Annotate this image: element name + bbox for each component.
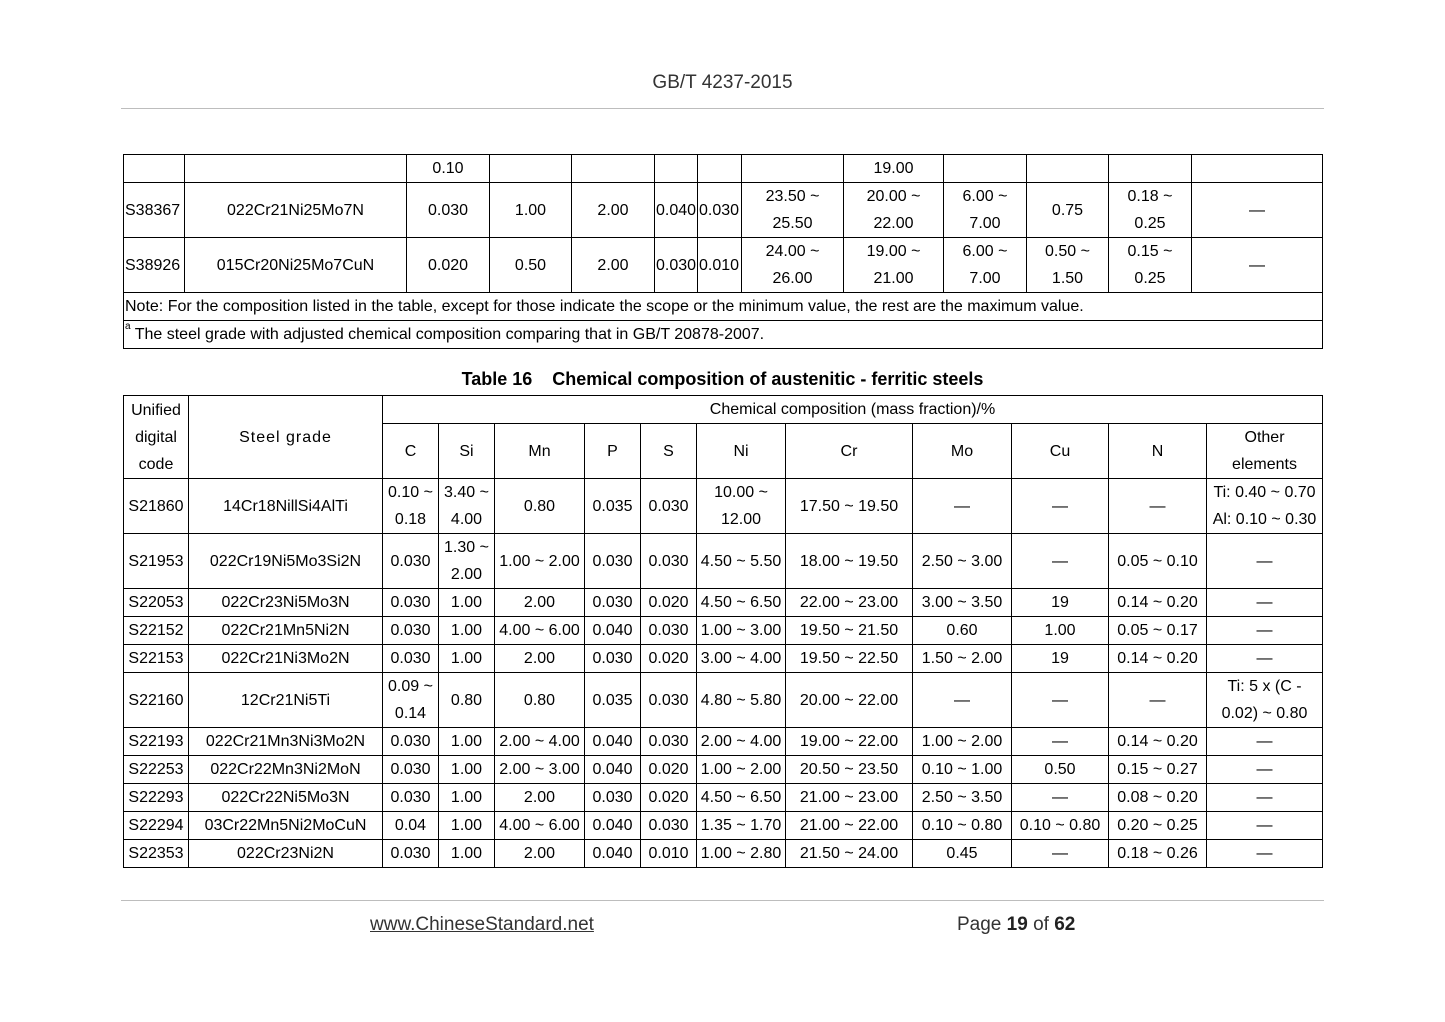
cell-n: 0.14 ~ 0.20: [1109, 728, 1207, 756]
cell-mo: 0.60: [913, 617, 1012, 645]
header-other-elements: [1207, 424, 1323, 479]
header-row-1: [124, 396, 1323, 424]
cell-s: 0.030: [641, 728, 697, 756]
cell-grade: 022Cr19Ni5Mo3Si2N: [189, 534, 383, 589]
cell-n: 0.05 ~ 0.17: [1109, 617, 1207, 645]
table-cell: [124, 155, 185, 183]
cell-c: 0.030: [407, 183, 490, 238]
cell-ni: 4.50 ~ 6.50: [697, 589, 786, 617]
cell-ni: 1.00 ~ 2.00: [697, 756, 786, 784]
table-row: [124, 479, 1323, 534]
cell-s: 0.030: [641, 617, 697, 645]
cell-c: [383, 673, 439, 728]
cell-c: 0.030: [383, 840, 439, 868]
cell-mo: 0.10 ~ 1.00: [913, 756, 1012, 784]
cell-code: S21860: [124, 479, 189, 534]
document-header-title: GB/T 4237-2015: [652, 72, 793, 93]
cell-n: 0.08 ~ 0.20: [1109, 784, 1207, 812]
page-label: Page: [957, 914, 1002, 935]
table-cell: 0.10: [407, 155, 490, 183]
cell-mo: 1.50 ~ 2.00: [913, 645, 1012, 673]
cell-cr-line: 20.00 ~: [866, 188, 921, 205]
cell-c: 0.030: [383, 589, 439, 617]
cell-mn: 0.80: [495, 479, 585, 534]
header-element-p: P: [585, 424, 641, 479]
table-cell: [742, 155, 844, 183]
cell-c: 0.030: [383, 784, 439, 812]
cell-s: 0.020: [641, 784, 697, 812]
cell-ni: 1.35 ~ 1.70: [697, 812, 786, 840]
cell-p: 0.040: [585, 756, 641, 784]
cell-mo: [944, 238, 1027, 293]
cell-n: 0.15 ~ 0.27: [1109, 756, 1207, 784]
cell-cr: 18.00 ~ 19.50: [786, 534, 913, 589]
cell-code: S22253: [124, 756, 189, 784]
cell-n: 0.14 ~ 0.20: [1109, 645, 1207, 673]
cell-si: [439, 534, 495, 589]
cell-code: S22293: [124, 784, 189, 812]
cell-grade: 14Cr18NillSi4AlTi: [189, 479, 383, 534]
page-of: of: [1033, 914, 1049, 935]
cell-other: —: [1192, 183, 1323, 238]
cell-code: S22353: [124, 840, 189, 868]
cell-grade: 022Cr21Ni3Mo2N: [189, 645, 383, 673]
cell-p: 0.040: [585, 840, 641, 868]
cell-n: 0.18 ~ 0.26: [1109, 840, 1207, 868]
table-row: [124, 238, 1323, 293]
cell-p: 0.040: [585, 812, 641, 840]
cell-cr-line: 19.00 ~: [866, 243, 921, 260]
cell-ni-line: 10.00 ~: [714, 484, 768, 501]
table16-caption-title: Chemical composition of austenitic - ferritic steels: [552, 369, 984, 389]
cell-code: S38367: [124, 183, 185, 238]
note-row: [124, 293, 1323, 321]
header-divider: [121, 108, 1324, 109]
cell-p: 0.030: [585, 645, 641, 673]
cell-ni: 1.00 ~ 3.00: [697, 617, 786, 645]
cell-p: 0.030: [585, 534, 641, 589]
cell-mo-line: 6.00 ~: [962, 188, 1008, 205]
cell-mo: 3.00 ~ 3.50: [913, 589, 1012, 617]
cell-cu-line: 0.50 ~: [1045, 243, 1090, 260]
cell-n-line: 0.25: [1134, 215, 1166, 232]
cell-cr: 20.00 ~ 22.00: [786, 673, 913, 728]
page-total: 62: [1054, 914, 1076, 935]
cell-si: 1.00: [439, 728, 495, 756]
cell-si: 1.00: [439, 756, 495, 784]
cell-other-line: Ti: 5 x (C -: [1227, 678, 1302, 695]
table-cell: [1192, 155, 1323, 183]
cell-cu: 1.00: [1012, 617, 1109, 645]
cell-p: 0.035: [585, 673, 641, 728]
cell-si: 1.00: [439, 617, 495, 645]
cell-n-line: 0.18 ~: [1127, 188, 1173, 205]
continued-composition-table: [123, 154, 1323, 349]
header-element-cu: Cu: [1012, 424, 1109, 479]
cell-grade: 015Cr20Ni25Mo7CuN: [185, 238, 407, 293]
table-cell: [944, 155, 1027, 183]
header-unified-code: [124, 396, 189, 479]
cell-cr: 21.50 ~ 24.00: [786, 840, 913, 868]
cell-si-line: 3.40 ~: [444, 484, 489, 501]
cell-s: 0.010: [698, 238, 742, 293]
cell-n: [1109, 183, 1192, 238]
footnote-mark: a: [125, 321, 131, 332]
cell-grade: 022Cr21Mn5Ni2N: [189, 617, 383, 645]
cell-mo-line: 7.00: [969, 215, 1001, 232]
cell-ni-line: 24.00 ~: [765, 243, 820, 260]
cell-mn: 4.00 ~ 6.00: [495, 812, 585, 840]
table-row: [124, 784, 1323, 812]
cell-cu-line: 1.50: [1051, 270, 1084, 287]
header-other-elements-line: Other: [1244, 429, 1285, 446]
cell-other: [1207, 673, 1323, 728]
cell-si: 0.50: [490, 238, 572, 293]
cell-n: 0.20 ~ 0.25: [1109, 812, 1207, 840]
cell-s: 0.030: [641, 534, 697, 589]
cell-grade: 12Cr21Ni5Ti: [189, 673, 383, 728]
cell-p: 0.030: [585, 784, 641, 812]
cell-mn: 1.00 ~ 2.00: [495, 534, 585, 589]
cell-other: [1207, 479, 1323, 534]
footnote-row: [124, 321, 1323, 349]
cell-si-line: 1.30 ~: [444, 539, 489, 556]
cell-n: 0.14 ~ 0.20: [1109, 589, 1207, 617]
cell-mn: 4.00 ~ 6.00: [495, 617, 585, 645]
cell-other: —: [1207, 534, 1323, 589]
cell-cu: [1027, 238, 1109, 293]
cell-c: 0.04: [383, 812, 439, 840]
cell-other: —: [1207, 645, 1323, 673]
cell-cr: 22.00 ~ 23.00: [786, 589, 913, 617]
cell-cr: 21.00 ~ 22.00: [786, 812, 913, 840]
cell-ni-line: 12.00: [720, 511, 762, 528]
cell-ni: 4.50 ~ 6.50: [697, 784, 786, 812]
cell-grade: 022Cr21Ni25Mo7N: [185, 183, 407, 238]
cell-c: 0.030: [383, 645, 439, 673]
cell-s: 0.020: [641, 589, 697, 617]
table-row: [124, 589, 1323, 617]
cell-cr: [844, 183, 944, 238]
cell-grade: 022Cr22Ni5Mo3N: [189, 784, 383, 812]
cell-ni-line: 23.50 ~: [765, 188, 820, 205]
cell-c-line: 0.10 ~: [388, 484, 433, 501]
cell-p: 0.030: [655, 238, 698, 293]
page-number: 19: [1006, 914, 1028, 935]
cell-c: [383, 479, 439, 534]
cell-cr: [844, 238, 944, 293]
table-cell: 19.00: [844, 155, 944, 183]
cell-mo: 2.50 ~ 3.50: [913, 784, 1012, 812]
cell-cr: 20.50 ~ 23.50: [786, 756, 913, 784]
cell-code: S21953: [124, 534, 189, 589]
header-element-c: C: [383, 424, 439, 479]
cell-s: 0.010: [641, 840, 697, 868]
cell-n: 0.05 ~ 0.10: [1109, 534, 1207, 589]
header-unified-code-line: digital: [135, 428, 177, 446]
table-row-partial: [124, 155, 1323, 183]
cell-cu: —: [1012, 840, 1109, 868]
cell-p: 0.040: [585, 728, 641, 756]
cell-code: S22160: [124, 673, 189, 728]
cell-c: 0.030: [383, 728, 439, 756]
cell-cu: 0.50: [1012, 756, 1109, 784]
header-element-ni: Ni: [697, 424, 786, 479]
website-link[interactable]: www.ChineseStandard.net: [370, 914, 594, 935]
cell-ni: 4.80 ~ 5.80: [697, 673, 786, 728]
page-indicator: [957, 914, 1075, 936]
cell-cr: 19.00 ~ 22.00: [786, 728, 913, 756]
cell-cu: —: [1012, 784, 1109, 812]
header-steel-grade: Steel grade: [189, 396, 383, 479]
header-element-mo: Mo: [913, 424, 1012, 479]
table-cell: [698, 155, 742, 183]
cell-other: —: [1207, 812, 1323, 840]
cell-ni: [742, 238, 844, 293]
cell-n: [1109, 238, 1192, 293]
cell-mo: [944, 183, 1027, 238]
cell-mn: 0.80: [495, 673, 585, 728]
cell-cu: 19: [1012, 589, 1109, 617]
cell-other: —: [1207, 784, 1323, 812]
table16-caption: [0, 369, 1445, 390]
cell-si: 1.00: [439, 812, 495, 840]
cell-ni-line: 25.50: [772, 215, 813, 232]
header-unified-code-line: Unified: [131, 401, 181, 419]
cell-si: [439, 479, 495, 534]
cell-ni: [742, 183, 844, 238]
cell-cr: 21.00 ~ 23.00: [786, 784, 913, 812]
cell-mn: 2.00: [572, 183, 655, 238]
cell-c: 0.030: [383, 534, 439, 589]
cell-p: 0.040: [655, 183, 698, 238]
table-cell: [572, 155, 655, 183]
cell-ni: [697, 479, 786, 534]
cell-c-line: 0.14: [394, 705, 427, 722]
cell-cr: 17.50 ~ 19.50: [786, 479, 913, 534]
cell-code: S22153: [124, 645, 189, 673]
cell-mo: 2.50 ~ 3.00: [913, 534, 1012, 589]
table-row: [124, 812, 1323, 840]
footer-divider: [121, 900, 1324, 901]
cell-si: 1.00: [439, 840, 495, 868]
cell-mo-line: 6.00 ~: [962, 243, 1008, 260]
cell-ni: 4.50 ~ 5.50: [697, 534, 786, 589]
cell-mn: 2.00: [495, 840, 585, 868]
cell-other: —: [1207, 589, 1323, 617]
header-element-s: S: [641, 424, 697, 479]
cell-c-line: 0.09 ~: [388, 678, 433, 695]
table-cell: [1109, 155, 1192, 183]
cell-si: 0.80: [439, 673, 495, 728]
cell-cr: 19.50 ~ 21.50: [786, 617, 913, 645]
cell-mo: 1.00 ~ 2.00: [913, 728, 1012, 756]
footnote-text: The steel grade with adjusted chemical composition comparing that in GB/T 20878-2007.: [130, 326, 765, 343]
cell-ni-line: 26.00: [772, 270, 813, 287]
table-cell: [490, 155, 572, 183]
cell-s: 0.020: [641, 645, 697, 673]
cell-si: 1.00: [439, 784, 495, 812]
header-other-elements-line: elements: [1232, 456, 1297, 473]
table16-caption-number: Table 16: [461, 369, 533, 389]
cell-ni: 2.00 ~ 4.00: [697, 728, 786, 756]
table-footnote: [124, 321, 1323, 349]
cell-other: —: [1207, 728, 1323, 756]
table-row: [124, 183, 1323, 238]
cell-cr-line: 21.00: [873, 270, 914, 287]
cell-s: 0.030: [641, 673, 697, 728]
table-row: [124, 673, 1323, 728]
cell-cr: 19.50 ~ 22.50: [786, 645, 913, 673]
cell-mo: 0.45: [913, 840, 1012, 868]
cell-other: —: [1207, 617, 1323, 645]
cell-grade: 022Cr21Mn3Ni3Mo2N: [189, 728, 383, 756]
cell-code: S38926: [124, 238, 185, 293]
cell-code: S22053: [124, 589, 189, 617]
cell-other-line: Al: 0.10 ~ 0.30: [1212, 511, 1317, 528]
cell-cu: —: [1012, 728, 1109, 756]
cell-grade: 022Cr23Ni5Mo3N: [189, 589, 383, 617]
cell-si-line: 4.00: [450, 511, 483, 528]
cell-cu: 19: [1012, 645, 1109, 673]
cell-other: —: [1207, 840, 1323, 868]
cell-c-line: 0.18: [394, 511, 427, 528]
cell-mn: 2.00: [572, 238, 655, 293]
header-unified-code-line: code: [138, 455, 174, 473]
table-cell: [655, 155, 698, 183]
table-row: [124, 645, 1323, 673]
header-chemical-composition: Chemical composition (mass fraction)/%: [383, 396, 1323, 424]
cell-si: 1.00: [439, 645, 495, 673]
cell-other: —: [1207, 756, 1323, 784]
cell-mn: 2.00: [495, 589, 585, 617]
cell-grade: 022Cr23Ni2N: [189, 840, 383, 868]
cell-other-line: Ti: 0.40 ~ 0.70: [1213, 484, 1316, 501]
cell-s: 0.030: [641, 812, 697, 840]
cell-si: 1.00: [439, 589, 495, 617]
cell-mn: 2.00: [495, 784, 585, 812]
table-row: [124, 840, 1323, 868]
cell-ni: 3.00 ~ 4.00: [697, 645, 786, 673]
cell-other: —: [1192, 238, 1323, 293]
cell-cu: 0.75: [1027, 183, 1109, 238]
cell-si-line: 2.00: [450, 566, 483, 583]
cell-si: 1.00: [490, 183, 572, 238]
header-element-n: N: [1109, 424, 1207, 479]
cell-ni: 1.00 ~ 2.80: [697, 840, 786, 868]
cell-mo-line: 7.00: [969, 270, 1001, 287]
cell-code: S22193: [124, 728, 189, 756]
table-row: [124, 756, 1323, 784]
cell-n: —: [1109, 673, 1207, 728]
cell-mo: —: [913, 479, 1012, 534]
cell-p: 0.035: [585, 479, 641, 534]
table-row: [124, 617, 1323, 645]
cell-code: S22294: [124, 812, 189, 840]
table-cell: [185, 155, 407, 183]
table-note: Note: For the composition listed in the table, except for those indicate the scope or the minimum value, the rest are the maximum value.: [124, 293, 1323, 321]
table16-composition-table: [123, 395, 1323, 868]
cell-p: 0.030: [585, 589, 641, 617]
cell-n-line: 0.25: [1134, 270, 1166, 287]
cell-cu: 0.10 ~ 0.80: [1012, 812, 1109, 840]
cell-code: S22152: [124, 617, 189, 645]
cell-c: 0.020: [407, 238, 490, 293]
cell-c: 0.030: [383, 617, 439, 645]
cell-c: 0.030: [383, 756, 439, 784]
cell-cr-line: 22.00: [873, 215, 914, 232]
cell-s: 0.030: [641, 479, 697, 534]
cell-mn: 2.00 ~ 4.00: [495, 728, 585, 756]
cell-other-line: 0.02) ~ 0.80: [1221, 705, 1308, 722]
header-element-cr: Cr: [786, 424, 913, 479]
cell-grade: 022Cr22Mn3Ni2MoN: [189, 756, 383, 784]
cell-mo: 0.10 ~ 0.80: [913, 812, 1012, 840]
cell-s: 0.030: [698, 183, 742, 238]
cell-n: —: [1109, 479, 1207, 534]
cell-p: 0.040: [585, 617, 641, 645]
header-element-mn: Mn: [495, 424, 585, 479]
cell-cu: —: [1012, 673, 1109, 728]
cell-grade: 03Cr22Mn5Ni2MoCuN: [189, 812, 383, 840]
cell-cu: —: [1012, 479, 1109, 534]
cell-cu: —: [1012, 534, 1109, 589]
table-row: [124, 728, 1323, 756]
cell-s: 0.020: [641, 756, 697, 784]
header-element-si: Si: [439, 424, 495, 479]
table-cell: [1027, 155, 1109, 183]
cell-mn: 2.00 ~ 3.00: [495, 756, 585, 784]
cell-mn: 2.00: [495, 645, 585, 673]
table-row: [124, 534, 1323, 589]
cell-n-line: 0.15 ~: [1127, 243, 1173, 260]
cell-mo: —: [913, 673, 1012, 728]
